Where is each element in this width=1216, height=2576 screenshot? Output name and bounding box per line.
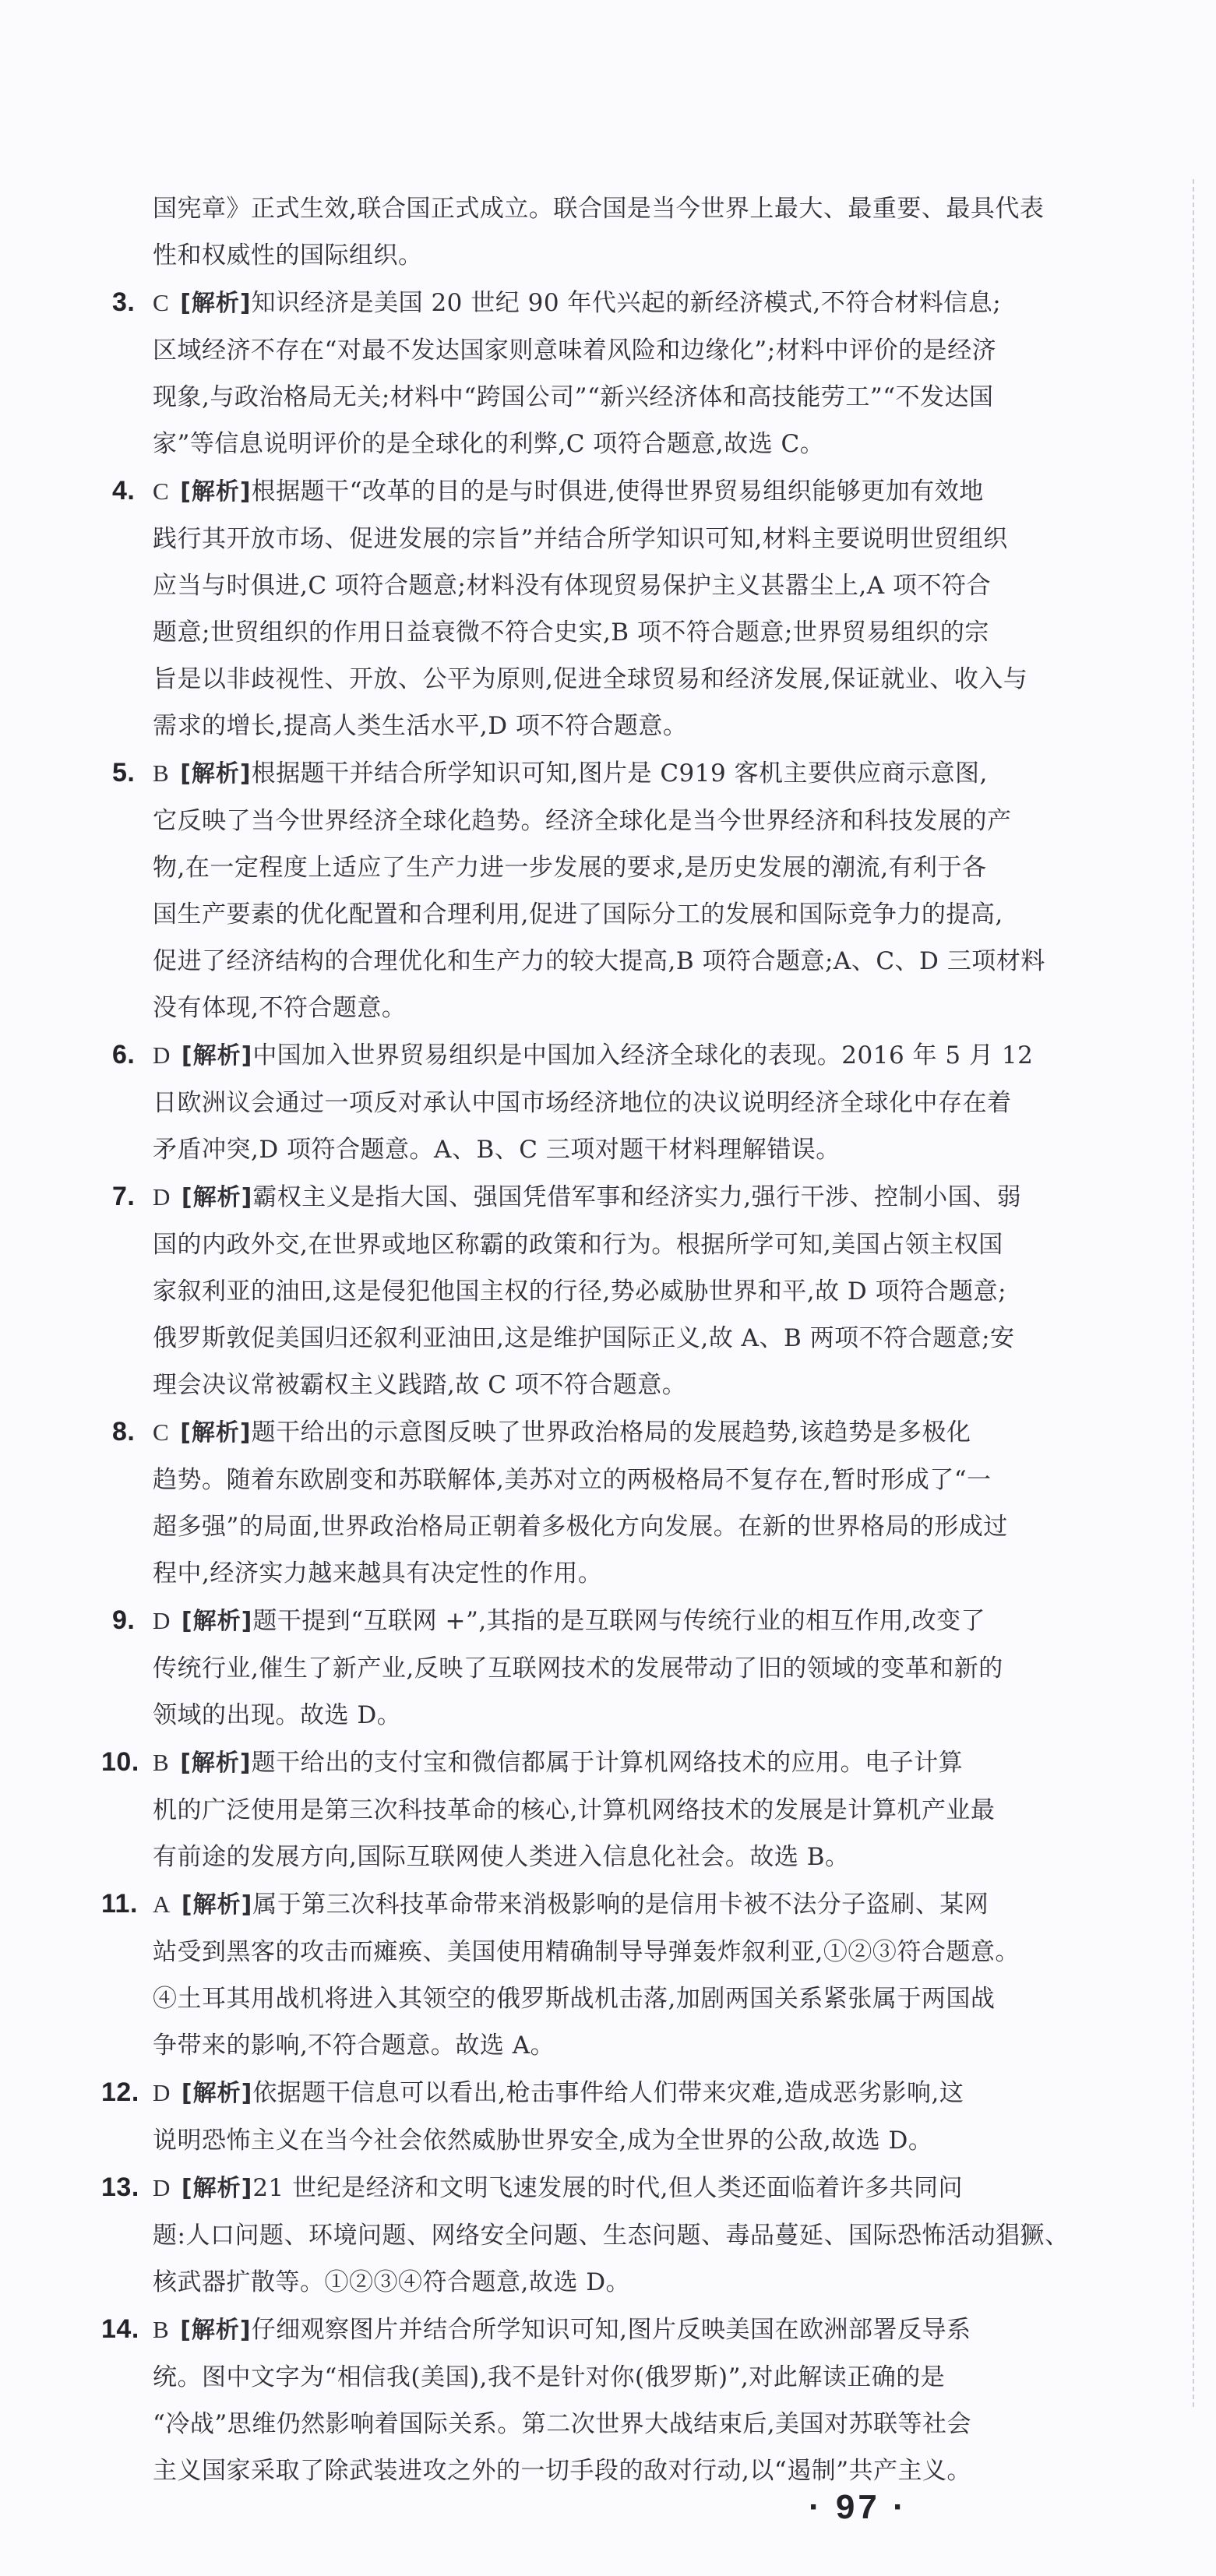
analysis-tag: [解析] [181, 2175, 253, 2202]
text-line: 家”等信息说明评价的是全球化的利弊,C 项符合题意,故选 C。 [153, 430, 825, 458]
question-number: 3. [112, 287, 136, 317]
answer-item [112, 1408, 1165, 1597]
page-number: · 97 · [809, 2488, 908, 2526]
analysis-text: 题干给出的示意图反映了世界政治格局的发展趋势,该趋势是多极化 [251, 1418, 971, 1447]
analysis-tag: [解析] [180, 1419, 252, 1447]
text-line: 题意;世贸组织的作用日益衰微不符合史实,B 项不符合题意;世界贸易组织的宗 [153, 618, 989, 647]
text-line [112, 279, 1165, 327]
text-line [101, 1739, 1165, 1787]
analysis-tag: [解析] [181, 1184, 253, 1211]
text-line [112, 749, 1165, 798]
answer-item [112, 1173, 1165, 1408]
answer-letter: D [153, 1041, 171, 1069]
answer-letter: D [153, 2174, 171, 2201]
text-line: 区域经济不存在“对最不发达国家则意味着风险和边缘化”;材料中评价的是经济 [153, 337, 997, 365]
answer-item [101, 2164, 1165, 2306]
text-line: 应当与时俱进,C 项符合题意;材料没有体现贸易保护主义甚嚣尘上,A 项不符合 [153, 572, 991, 600]
text-line: 主义国家采取了除武装进攻之外的一切手段的敌对行动,以“遏制”共产主义。 [153, 2457, 972, 2485]
text-line: 国生产要素的优化配置和合理利用,促进了国际分工的发展和国际竞争力的提高, [153, 900, 1003, 929]
text-line: 性和权威性的国际组织。 [153, 241, 423, 270]
analysis-tag: [解析] [181, 1608, 253, 1635]
answer-letter: D [153, 1607, 171, 1634]
answer-letter: B [153, 759, 170, 787]
question-number: 6. [112, 1040, 136, 1070]
binding-margin-line [1193, 179, 1194, 2407]
question-number: 14. [101, 2314, 139, 2344]
text-line: 机的广泛使用是第三次科技革命的核心,计算机网络技术的发展是计算机产业最 [153, 1796, 996, 1824]
text-line: 题:人口问题、环境问题、网络安全问题、生态问题、毒品蔓延、国际恐怖活动猖獗、 [153, 2222, 1070, 2250]
text-line: “冷战”思维仍然影响着国际关系。第二次世界大战结束后,美国对苏联等社会 [153, 2410, 972, 2438]
answer-item [112, 1031, 1165, 1173]
text-line [101, 1880, 1165, 1929]
question-number: 7. [112, 1182, 136, 1211]
analysis-text: 知识经济是美国 20 世纪 90 年代兴起的新经济模式,不符合材料信息; [251, 289, 1002, 317]
text-line: 理会决议常被霸权主义践踏,故 C 项不符合题意。 [153, 1371, 687, 1399]
question-number: 8. [112, 1417, 136, 1447]
text-line: ④土耳其用战机将进入其领空的俄罗斯战机击落,加剧两国关系紧张属于两国战 [153, 1985, 996, 2013]
text-line: 国的内政外交,在世界或地区称霸的政策和行为。根据所学可知,美国占领主权国 [153, 1231, 1003, 1259]
analysis-tag: [解析] [181, 2080, 253, 2107]
analysis-tag: [解析] [180, 478, 252, 506]
answer-letter: A [153, 1891, 171, 1918]
answer-letter: C [153, 289, 170, 316]
answer-letter: B [153, 1749, 170, 1776]
answer-letter: D [153, 1183, 171, 1210]
question-number: 13. [101, 2173, 139, 2202]
text-line: 旨是以非歧视性、开放、公平为原则,促进全球贸易和经济发展,保证就业、收入与 [153, 665, 1028, 693]
analysis-text: 依据题干信息可以看出,枪击事件给人们带来灾难,造成恶劣影响,这 [252, 2079, 964, 2107]
question-number: 12. [101, 2077, 139, 2107]
text-line [112, 1173, 1165, 1221]
text-line: 统。图中文字为“相信我(美国),我不是针对你(俄罗斯)”,对此解读正确的是 [153, 2363, 946, 2391]
analysis-tag: [解析] [180, 1750, 252, 1777]
text-line: 现象,与政治格局无关;材料中“跨国公司”“新兴经济体和高技能劳工”“不发达国 [153, 383, 994, 411]
text-line: 俄罗斯敦促美国归还叙利亚油田,这是维护国际正义,故 A、B 两项不符合题意;安 [153, 1324, 1015, 1352]
analysis-text: 21 世纪是经济和文明飞速发展的时代,但人类还面临着许多共同问 [252, 2174, 963, 2202]
analysis-text: 根据题干“改革的目的是与时俱进,使得世界贸易组织能够更加有效地 [251, 477, 984, 506]
question-number: 5. [112, 758, 136, 788]
text-line: 程中,经济实力越来越具有决定性的作用。 [153, 1559, 603, 1588]
analysis-text: 题干提到“互联网 +”,其指的是互联网与传统行业的相互作用,改变了 [252, 1607, 986, 1635]
text-line: 物,在一定程度上适应了生产力进一步发展的要求,是历史发展的潮流,有利于各 [153, 854, 987, 882]
answer-letter: B [153, 2316, 170, 2343]
text-line [112, 1408, 1165, 1457]
answer-item [112, 467, 1165, 749]
text-line: 需求的增长,提高人类生活水平,D 项不符合题意。 [153, 712, 688, 740]
analysis-text: 属于第三次科技革命带来消极影响的是信用卡被不法分子盗刷、某网 [252, 1891, 989, 1919]
answer-letter: D [153, 2079, 171, 2106]
text-line: 站受到黑客的攻击而瘫痪、美国使用精确制导导弹轰炸叙利亚,①②③符合题意。 [153, 1938, 1020, 1966]
text-line: 有前途的发展方向,国际互联网使人类进入信息化社会。故选 B。 [153, 1843, 850, 1871]
text-line: 领域的出现。故选 D。 [153, 1701, 402, 1729]
analysis-text: 根据题干并结合所学知识可知,图片是 C919 客机主要供应商示意图, [251, 759, 988, 788]
text-line: 践行其开放市场、促进发展的宗旨”并结合所学知识可知,材料主要说明世贸组织 [153, 525, 1008, 553]
text-line: 它反映了当今世界经济全球化趋势。经济全球化是当今世界经济和科技发展的产 [153, 807, 1012, 835]
analysis-tag: [解析] [180, 760, 252, 788]
answer-item [101, 1739, 1165, 1880]
answer-item [101, 1880, 1165, 2069]
answer-item [112, 1597, 1165, 1739]
analysis-text: 仔细观察图片并结合所学知识可知,图片反映美国在欧洲部署反导系 [251, 2316, 971, 2344]
text-line [101, 2164, 1165, 2212]
question-number: 4. [112, 476, 136, 506]
text-line: 超多强”的局面,世界政治格局正朝着多极化方向发展。在新的世界格局的形成过 [153, 1513, 1008, 1541]
text-line [101, 2306, 1165, 2354]
text-line: 说明恐怖主义在当今社会依然威胁世界安全,成为全世界的公敌,故选 D。 [153, 2127, 933, 2155]
question-number: 11. [101, 1889, 138, 1919]
answer-item [112, 279, 1165, 467]
question-number: 10. [101, 1747, 139, 1777]
text-line: 争带来的影响,不符合题意。故选 A。 [153, 2032, 555, 2060]
analysis-tag: [解析] [180, 290, 252, 317]
text-line [112, 467, 1165, 516]
answer-item [101, 2069, 1165, 2164]
text-line: 核武器扩散等。①②③④符合题意,故选 D。 [153, 2268, 631, 2296]
analysis-text: 题干给出的支付宝和微信都属于计算机网络技术的应用。电子计算 [251, 1749, 964, 1777]
analysis-tag: [解析] [181, 1891, 253, 1919]
text-line: 传统行业,催生了新产业,反映了互联网技术的发展带动了旧的领域的变革和新的 [153, 1654, 1003, 1683]
analysis-text: 霸权主义是指大国、强国凭借军事和经济实力,强行干涉、控制小国、弱 [252, 1183, 1022, 1211]
answer-item [112, 749, 1165, 1031]
intro-text [153, 185, 1165, 279]
answer-letter: C [153, 1418, 170, 1446]
text-line: 日欧洲议会通过一项反对承认中国市场经济地位的决议说明经济全球化中存在着 [153, 1089, 1012, 1117]
text-line: 国宪章》正式生效,联合国正式成立。联合国是当今世界上最大、最重要、最具代表 [153, 195, 1045, 223]
answer-content [101, 185, 1165, 2494]
analysis-text: 中国加入世界贸易组织是中国加入经济全球化的表现。2016 年 5 月 12 [252, 1041, 1034, 1070]
text-line: 没有体现,不符合题意。 [153, 994, 407, 1022]
text-line: 促进了经济结构的合理优化和生产力的较大提高,B 项符合题意;A、C、D 三项材料 [153, 947, 1045, 975]
answer-items [101, 279, 1165, 2494]
analysis-tag: [解析] [180, 2317, 252, 2344]
analysis-tag: [解析] [181, 1042, 253, 1070]
question-number: 9. [112, 1605, 136, 1635]
text-line [101, 2069, 1165, 2117]
text-line [112, 1031, 1165, 1080]
answer-item [101, 2306, 1165, 2494]
text-line: 趋势。随着东欧剧变和苏联解体,美苏对立的两极格局不复存在,暂时形成了“一 [153, 1466, 992, 1494]
answer-letter: C [153, 477, 170, 505]
text-line: 矛盾冲突,D 项符合题意。A、B、C 三项对题干材料理解错误。 [153, 1136, 841, 1164]
text-line: 家叙利亚的油田,这是侵犯他国主权的行径,势必威胁世界和平,故 D 项符合题意; [153, 1277, 1007, 1306]
text-line [112, 1597, 1165, 1645]
